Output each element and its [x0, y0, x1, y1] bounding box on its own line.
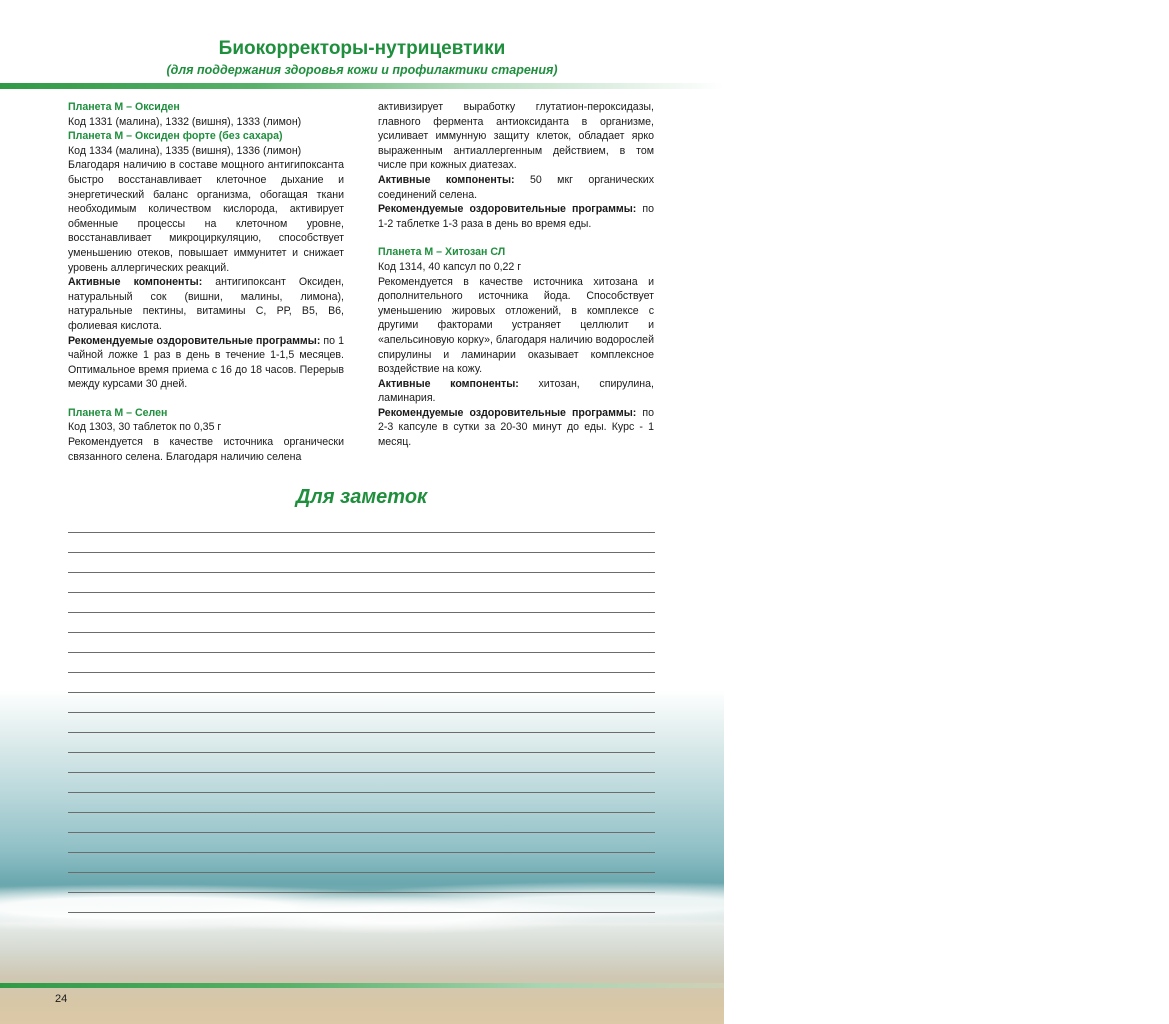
- active-components-selen: [378, 173, 654, 202]
- header-divider: [0, 83, 724, 89]
- note-line: [68, 812, 655, 832]
- page-title: Биокорректоры-нутрицевтики: [218, 38, 506, 59]
- note-line: [68, 752, 655, 772]
- note-line: [68, 612, 655, 632]
- active-components-chitosan: [378, 377, 654, 406]
- notes-lines: [68, 532, 655, 932]
- note-line: [68, 712, 655, 732]
- product-name-selen: Планета М – Селен: [68, 406, 168, 419]
- programs-selen: [378, 202, 654, 231]
- right-column: [378, 100, 654, 450]
- programs-text: по 1-2 таблетке 1-3 раза в день во время еды.: [378, 203, 654, 230]
- active-components-text: хитозан, спирулина, ламинария.: [378, 377, 654, 405]
- spacer: [378, 231, 654, 245]
- note-line: [68, 532, 655, 552]
- note-line: [68, 652, 655, 672]
- active-components-text: антигипоксант Оксиден, натуральный сок (вишни, малины, лимона), натуральные пектины, витамины С, РР, В5, В6, фолиевая кислота.: [68, 276, 344, 332]
- product-description-oxiden: Благодаря наличию в составе мощного антигипоксанта быстро восстанавливает клеточное дыхание и энергетический баланс организма, обогащая ткани необходимым количеством кислорода, активирует обменные процессы на клеточном уровне, восстанавливает микроциркуляцию, способствует уменьшению отеков, повышает иммунитет и снижает уровень аллергических реакций.: [68, 159, 344, 274]
- note-line: [68, 592, 655, 612]
- spacer: [68, 392, 344, 406]
- page-number: 24: [55, 993, 68, 1005]
- product-code-chitosan: Код 1314, 40 капсул по 0,22 г: [378, 260, 522, 273]
- note-line: [68, 832, 655, 852]
- note-line: [68, 772, 655, 792]
- note-line: [68, 852, 655, 872]
- note-line: [68, 792, 655, 812]
- note-line: [68, 692, 655, 712]
- product-code-oxiden: Код 1331 (малина), 1332 (вишня), 1333 (лимон): [68, 115, 302, 128]
- programs-chitosan: [378, 406, 654, 450]
- active-components-label: Активные компоненты:: [378, 377, 519, 390]
- notes-title: Для заметок: [295, 486, 428, 508]
- footer-divider: [0, 983, 724, 988]
- active-components-label: Активные компоненты:: [378, 173, 515, 186]
- note-line: [68, 892, 655, 912]
- product-code-oxiden-forte: Код 1334 (малина), 1335 (вишня), 1336 (лимон): [68, 144, 302, 157]
- active-components-text: 50 мкг органических соединений селена.: [378, 173, 654, 201]
- page-subtitle: (для поддержания здоровья кожи и профилактики старения): [166, 63, 558, 77]
- product-code-selen: Код 1303, 30 таблеток по 0,35 г: [68, 421, 222, 434]
- note-line: [68, 672, 655, 692]
- active-components-label: Активные компоненты:: [68, 276, 203, 289]
- product-name-oxiden-forte: Планета М – Оксиден форте (без сахара): [68, 130, 283, 143]
- product-description-selen: Рекомендуется в качестве источника органически связанного селена. Благодаря наличию селена: [68, 436, 344, 463]
- product-name-oxiden: Планета М – Оксиден: [68, 101, 180, 113]
- note-line: [68, 912, 655, 932]
- programs-label: Рекомендуемые оздоровительные программы:: [68, 334, 321, 347]
- product-description-chitosan: Рекомендуется в качестве источника хитозана и дополнительного источника йода. Способствует уменьшению жировых отложений, в комплексе с другими факторами устраняет целлюлит и «апельсиновую корку», благодаря наличию водорослей спирулины и ламинарии оказывает комплексное воздействие на кожу.: [378, 275, 654, 376]
- programs-label: Рекомендуемые оздоровительные программы:: [378, 203, 637, 216]
- note-line: [68, 632, 655, 652]
- programs-label: Рекомендуемые оздоровительные программы:: [378, 406, 637, 419]
- product-name-chitosan: Планета М – Хитозан СЛ: [378, 246, 506, 259]
- note-line: [68, 732, 655, 752]
- left-column: [68, 100, 344, 464]
- programs-text: по 2-3 капсуле в сутки за 20-30 минут до еды. Курс - 1 месяц.: [378, 406, 654, 449]
- programs-text: по 1 чайной ложке 1 раз в день в течение 1-1,5 месяцев. Оптимальное время приема с 16 до 18 часов. Перерыв между курсами 30 дней.: [68, 334, 344, 391]
- note-line: [68, 872, 655, 892]
- note-line: [68, 552, 655, 572]
- programs-oxiden: [68, 334, 344, 392]
- selen-description-continued: активизирует выработку глутатион-пероксидазы, главного фермента антиоксиданта в организме, усиливает иммунную защиту клеток, обладает ярко выраженным антиаллергенным действием, в том числе при кожных диатезах.: [378, 101, 654, 172]
- active-components-oxiden: [68, 275, 344, 333]
- note-line: [68, 572, 655, 592]
